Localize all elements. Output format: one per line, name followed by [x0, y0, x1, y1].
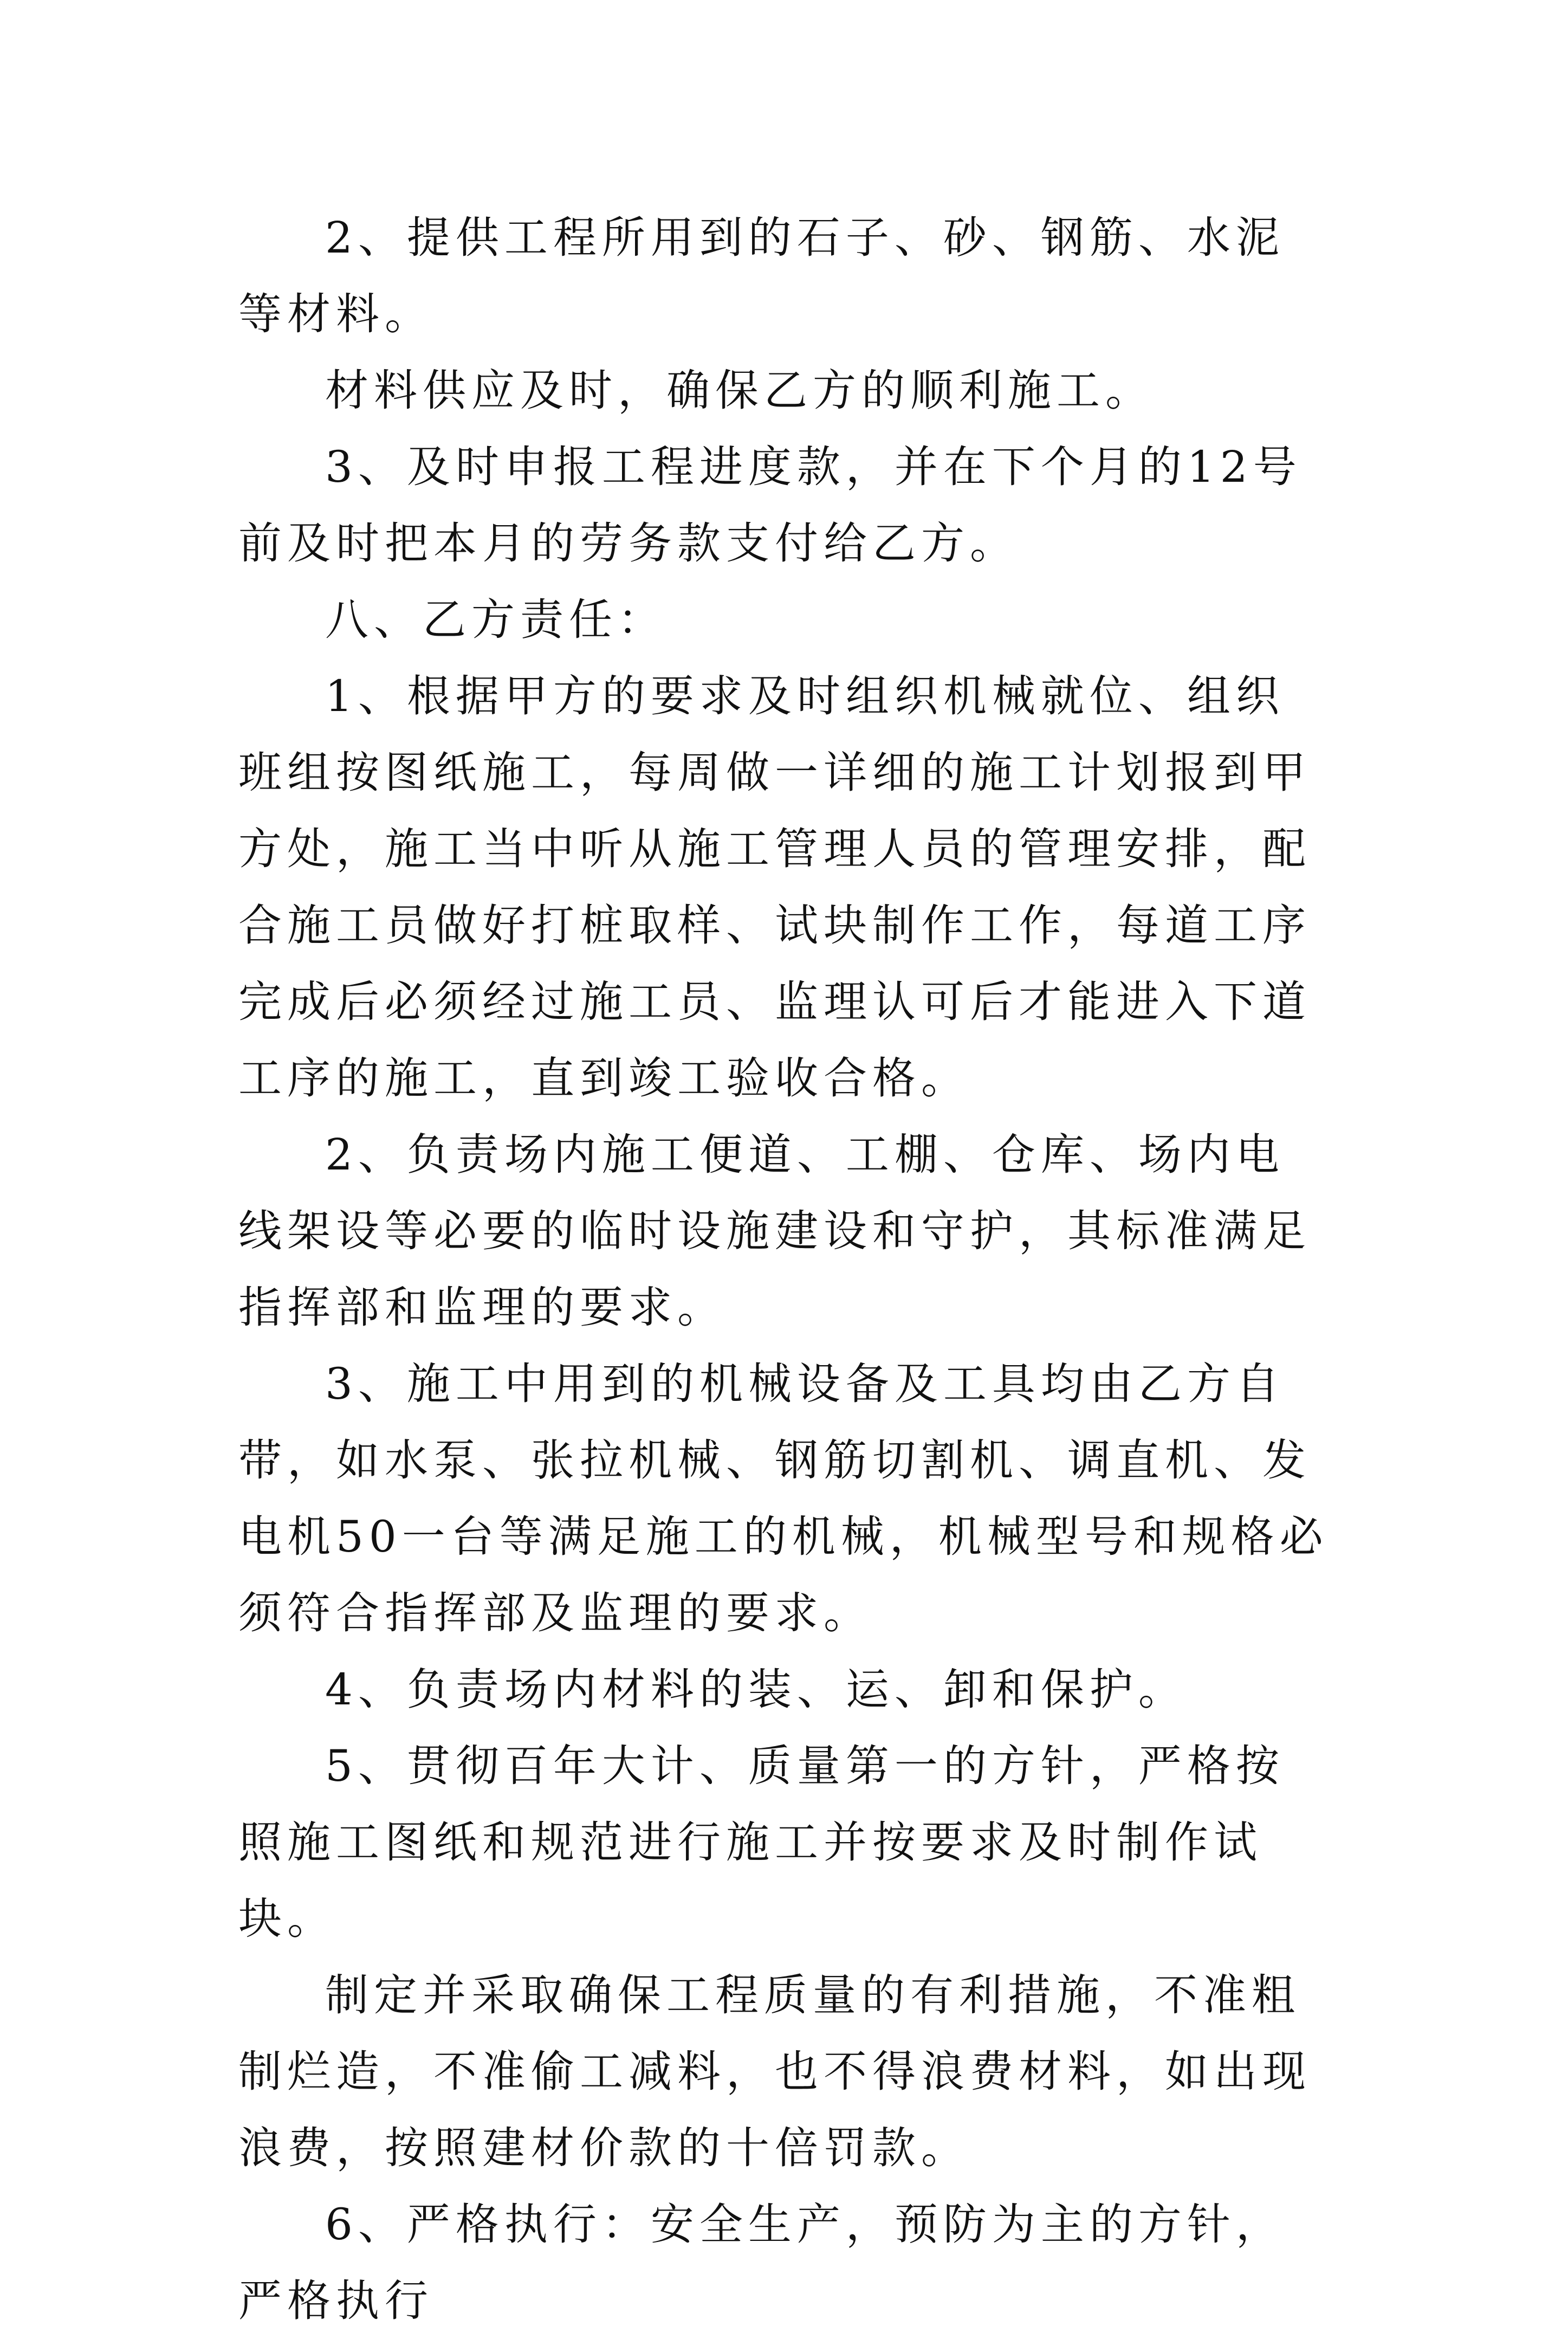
paragraph-progress-payment: 3、及时申报工程进度款，并在下个月的12号前及时把本月的劳务款支付给乙方。 — [238, 442, 1302, 568]
paragraph-machinery-equipment: 3、施工中用到的机械设备及工具均由乙方自带，如水泵、张拉机械、钢筋切割机、调直机、发电机50一台等满足施工的机械，机械型号和规格必须符合指挥部及监理的要求。 — [238, 1359, 1329, 1638]
paragraph-quality-first: 5、贯彻百年大计、质量第一的方针，严格按照施工图纸和规范进行施工并按要求及时制作试块。 — [238, 1741, 1285, 1944]
document-body — [238, 199, 1333, 2339]
section-heading-party-b-duties: 八、乙方责任： — [325, 595, 666, 645]
paragraph-temporary-facilities: 2、负责场内施工便道、工棚、仓库、场内电线架设等必要的临时设施建设和守护，其标准满足指挥部和监理的要求。 — [238, 1129, 1311, 1333]
paragraph-supply-materials: 2、提供工程所用到的石子、砂、钢筋、水泥等材料。 — [238, 212, 1285, 339]
paragraph-organize-construction: 1、根据甲方的要求及时组织机械就位、组织班组按图纸施工，每周做一详细的施工计划报到甲方处，施工当中听从施工管理人员的管理安排，配合施工员做好打桩取样、试块制作工作，每道工序完成后必须经过施工员、监理认可后才能进入下道工序的施工，直到竣工验收合格。 — [238, 671, 1311, 1103]
paragraph-timely-supply: 材料供应及时，确保乙方的顺利施工。 — [325, 365, 1154, 416]
paragraph-material-handling: 4、负责场内材料的装、运、卸和保护。 — [325, 1664, 1187, 1715]
paragraph-safety-production: 6、严格执行：安全生产，预防为主的方针，严格执行 — [238, 2199, 1285, 2326]
paragraph-quality-measures: 制定并采取确保工程质量的有利措施，不准粗制烂造，不准偷工减料，也不得浪费材料，如出现浪费，按照建材价款的十倍罚款。 — [238, 1970, 1311, 2173]
